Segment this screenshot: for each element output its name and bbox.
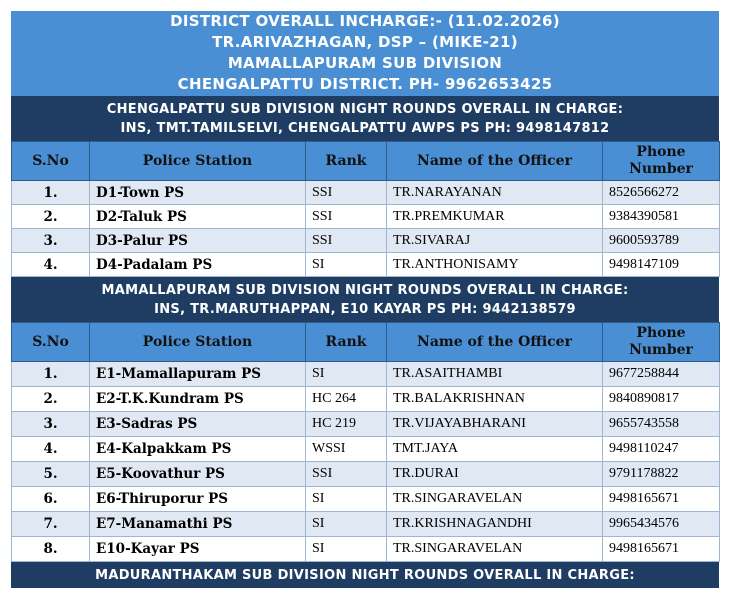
table-row	[12, 512, 720, 537]
cell-officer: TR.DURAI	[387, 462, 603, 487]
table-header-row	[12, 142, 720, 181]
cell-sno: 8.	[12, 537, 90, 562]
table-chengalpattu	[11, 141, 720, 277]
section-heading-line2: INS, TR.MARUTHAPPAN, E10 KAYAR PS PH: 9442138579	[154, 302, 576, 317]
col-header-rank: Rank	[306, 142, 387, 181]
cell-rank: HC 264	[306, 387, 387, 412]
cell-sno: 7.	[12, 512, 90, 537]
cell-officer: TR.ASAITHAMBI	[387, 362, 603, 387]
duty-sheet	[11, 11, 719, 588]
cell-phone: 9600593789	[603, 229, 720, 253]
banner-title: DISTRICT OVERALL INCHARGE:- (11.02.2026)	[170, 12, 560, 30]
cell-officer: TR.PREMKUMAR	[387, 205, 603, 229]
cell-rank: SI	[306, 362, 387, 387]
cell-station: D2-Taluk PS	[90, 205, 306, 229]
cell-phone: 9498165671	[603, 537, 720, 562]
cell-officer: TR.NARAYANAN	[387, 181, 603, 205]
section-heading-chengalpattu	[11, 96, 719, 141]
cell-rank: SSI	[306, 229, 387, 253]
cell-officer: TR.SIVARAJ	[387, 229, 603, 253]
col-header-officer: Name of the Officer	[387, 323, 603, 362]
table-row	[12, 229, 720, 253]
cell-sno: 2.	[12, 205, 90, 229]
cell-phone: 9498147109	[603, 253, 720, 277]
cell-sno: 4.	[12, 253, 90, 277]
cell-rank: SI	[306, 537, 387, 562]
col-header-sno: S.No	[12, 323, 90, 362]
cell-sno: 4.	[12, 437, 90, 462]
cell-station: E7-Manamathi PS	[90, 512, 306, 537]
cell-rank: SSI	[306, 462, 387, 487]
cell-sno: 2.	[12, 387, 90, 412]
cell-officer: TR.KRISHNAGANDHI	[387, 512, 603, 537]
table-row	[12, 362, 720, 387]
banner-subdivision: MAMALLAPURAM SUB DIVISION	[227, 54, 503, 72]
cell-phone: 9498165671	[603, 487, 720, 512]
cell-station: D1-Town PS	[90, 181, 306, 205]
cell-sno: 1.	[12, 181, 90, 205]
cell-officer: TR.VIJAYABHARANI	[387, 412, 603, 437]
cell-phone: 9655743558	[603, 412, 720, 437]
cell-phone: 9791178822	[603, 462, 720, 487]
table-row	[12, 437, 720, 462]
cell-phone: 9677258844	[603, 362, 720, 387]
cell-sno: 1.	[12, 362, 90, 387]
table-row	[12, 412, 720, 437]
cell-phone: 9384390581	[603, 205, 720, 229]
cell-rank: SI	[306, 512, 387, 537]
banner-district-phone: CHENGALPATTU DISTRICT. PH- 9962653425	[177, 75, 553, 93]
section-heading-mamallapuram	[11, 277, 719, 322]
cell-rank: WSSI	[306, 437, 387, 462]
cell-officer: TR.BALAKRISHNAN	[387, 387, 603, 412]
cell-rank: SI	[306, 253, 387, 277]
banner-officer: TR.ARIVAZHAGAN, DSP – (MIKE-21)	[212, 33, 518, 51]
cell-station: E5-Koovathur PS	[90, 462, 306, 487]
table-row	[12, 387, 720, 412]
table-row	[12, 181, 720, 205]
cell-rank: SI	[306, 487, 387, 512]
col-header-phone: Phone Number	[603, 142, 720, 181]
col-header-officer: Name of the Officer	[387, 142, 603, 181]
cell-station: E10-Kayar PS	[90, 537, 306, 562]
table-row	[12, 205, 720, 229]
cell-sno: 3.	[12, 229, 90, 253]
cell-phone: 9965434576	[603, 512, 720, 537]
section-heading-line1: MAMALLAPURAM SUB DIVISION NIGHT ROUNDS OVERALL IN CHARGE:	[101, 283, 629, 298]
cell-officer: TR.SINGARAVELAN	[387, 537, 603, 562]
col-header-phone: Phone Number	[603, 323, 720, 362]
table-row	[12, 537, 720, 562]
cell-station: D3-Palur PS	[90, 229, 306, 253]
cell-sno: 5.	[12, 462, 90, 487]
cell-station: E2-T.K.Kundram PS	[90, 387, 306, 412]
cell-station: E3-Sadras PS	[90, 412, 306, 437]
table-mamallapuram	[11, 322, 720, 562]
cell-rank: SSI	[306, 205, 387, 229]
cell-officer: TR.ANTHONISAMY	[387, 253, 603, 277]
cell-officer: TR.SINGARAVELAN	[387, 487, 603, 512]
section-heading-line1: CHENGALPATTU SUB DIVISION NIGHT ROUNDS OVERALL IN CHARGE:	[106, 102, 624, 117]
cell-sno: 3.	[12, 412, 90, 437]
table-row	[12, 253, 720, 277]
table-header-row	[12, 323, 720, 362]
cell-rank: HC 219	[306, 412, 387, 437]
cell-station: E6-Thiruporur PS	[90, 487, 306, 512]
col-header-rank: Rank	[306, 323, 387, 362]
cell-phone: 9498110247	[603, 437, 720, 462]
section-heading-line2: INS, TMT.TAMILSELVI, CHENGALPATTU AWPS PS PH: 9498147812	[120, 121, 610, 136]
table-row	[12, 462, 720, 487]
cell-phone: 9840890817	[603, 387, 720, 412]
district-incharge-banner	[11, 11, 719, 96]
cell-station: D4-Padalam PS	[90, 253, 306, 277]
table-row	[12, 487, 720, 512]
col-header-sno: S.No	[12, 142, 90, 181]
col-header-station: Police Station	[90, 323, 306, 362]
section-heading-maduranthakam	[11, 562, 719, 588]
cell-rank: SSI	[306, 181, 387, 205]
cell-sno: 6.	[12, 487, 90, 512]
section-heading-line1: MADURANTHAKAM SUB DIVISION NIGHT ROUNDS OVERALL IN CHARGE:	[95, 568, 635, 583]
cell-officer: TMT.JAYA	[387, 437, 603, 462]
col-header-station: Police Station	[90, 142, 306, 181]
cell-station: E4-Kalpakkam PS	[90, 437, 306, 462]
cell-phone: 8526566272	[603, 181, 720, 205]
cell-station: E1-Mamallapuram PS	[90, 362, 306, 387]
